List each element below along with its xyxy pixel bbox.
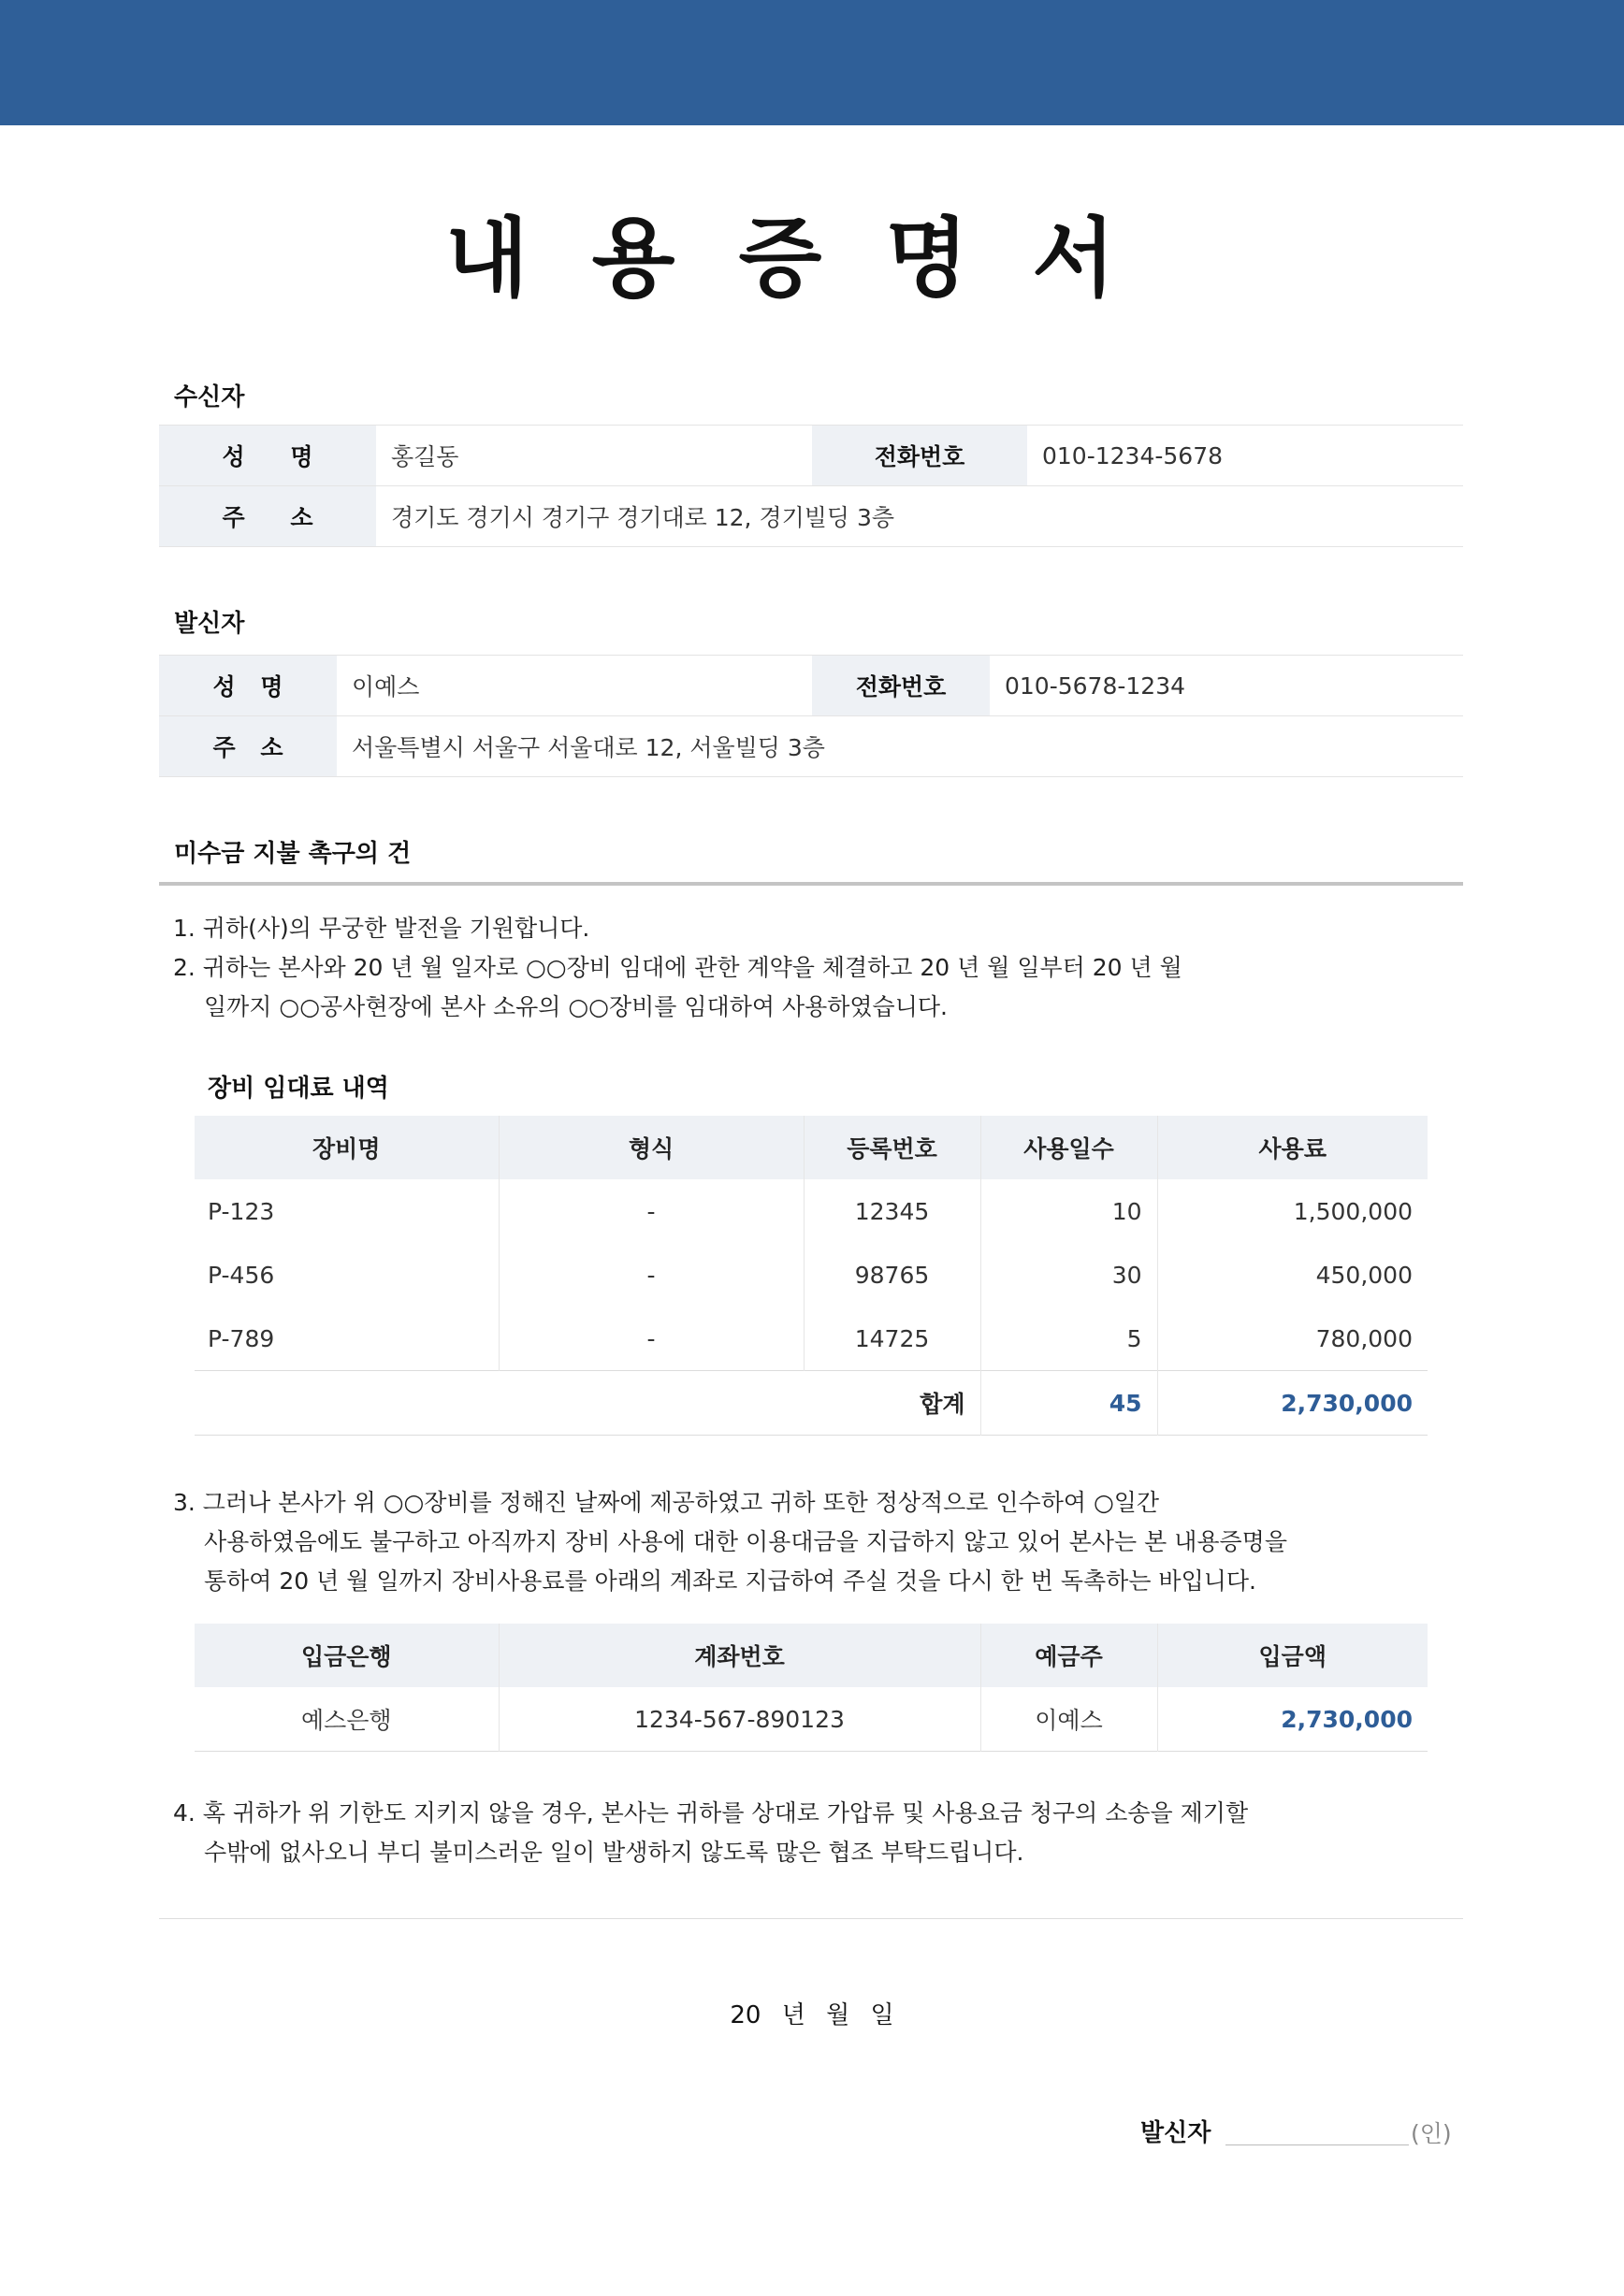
header-account-number: 계좌번호 [499,1624,980,1687]
sender-phone: 010-5678-1234 [990,656,1463,716]
paragraph-2-line-1: 2. 귀하는 본사와 20 년 월 일자로 ○○장비 임대에 관한 계약을 체결하고 20 년 월 일부터 20 년 월 [173,954,1182,981]
fee: 780,000 [1157,1307,1428,1371]
signature-line [1225,2144,1409,2145]
total-days: 45 [980,1371,1157,1436]
paragraph-2-line-2: 일까지 ○○공사현장에 본사 소유의 ○○장비를 임대하여 사용하였습니다. [204,993,948,1020]
subject-divider [159,882,1463,886]
equipment-name: P-789 [208,1324,275,1352]
recipient-phone: 010-1234-5678 [1027,426,1463,486]
recipient-section-label: 수신자 [174,383,245,412]
seal-mark: (인) [1411,2120,1452,2147]
footer-divider [159,1918,1463,1919]
sender-address-label: 주 소 [159,716,337,777]
table-row [195,1307,1428,1371]
fee: 450,000 [1157,1243,1428,1307]
total-row [195,1371,1428,1436]
document-title: 내용증명서 [444,209,1180,309]
bank-table-header [195,1624,1428,1687]
rental-table-header [195,1116,1428,1179]
equipment-model: - [499,1179,804,1243]
body-paragraphs-1-2 [173,909,1450,1027]
account-holder: 이예스 [980,1687,1157,1752]
recipient-name: 홍길동 [376,426,812,486]
registration-number: 98765 [804,1243,980,1307]
bank-table [195,1624,1428,1752]
rental-table-title: 장비 임대료 내역 [208,1075,389,1103]
equipment-name: P-123 [208,1197,275,1225]
header-bar [0,0,1624,125]
body-paragraph-4 [173,1794,1450,1872]
total-amount: 2,730,000 [1157,1371,1428,1436]
sender-name: 이예스 [337,656,812,716]
sender-info-table [159,655,1463,777]
registration-number: 14725 [804,1307,980,1371]
body-paragraph-3 [173,1483,1450,1601]
paragraph-4-line-1: 4. 혹 귀하가 위 기한도 지키지 않을 경우, 본사는 귀하를 상대로 가압류 및 사용요금 청구의 소송을 제기할 [173,1799,1249,1827]
header-deposit-amount: 입금액 [1157,1624,1428,1687]
header-bank: 입금은행 [195,1624,499,1687]
rental-table [195,1116,1428,1436]
recipient-info-table [159,425,1463,547]
deposit-amount: 2,730,000 [1157,1687,1428,1752]
sender-name-label: 성 명 [159,656,337,716]
document-date: 20 년 월 일 [730,2001,894,2029]
sender-address: 서울특별시 서울구 서울대로 12, 서울빌딩 3층 [337,716,1463,777]
total-label: 합계 [920,1391,965,1418]
fee: 1,500,000 [1157,1179,1428,1243]
paragraph-4-line-2: 수밖에 없사오니 부디 불미스러운 일이 발생하지 않도록 많은 협조 부탁드립니다. [204,1839,1024,1866]
signature-sender-label: 발신자 [1140,2119,1211,2147]
header-days-used: 사용일수 [980,1116,1157,1179]
days-used: 30 [980,1243,1157,1307]
header-registration-number: 등록번호 [804,1116,980,1179]
table-row [195,1179,1428,1243]
paragraph-1: 1. 귀하(사)의 무궁한 발전을 기원합니다. [173,915,590,942]
paragraph-3-line-2: 사용하였음에도 불구하고 아직까지 장비 사용에 대한 이용대금을 지급하지 않고 있어 본사는 본 내용증명을 [204,1528,1287,1555]
registration-number: 12345 [804,1179,980,1243]
days-used: 5 [980,1307,1157,1371]
paragraph-3-line-3: 통하여 20 년 월 일까지 장비사용료를 아래의 계좌로 지급하여 주실 것을 다시 한 번 독촉하는 바입니다. [204,1567,1256,1595]
header-fee: 사용료 [1157,1116,1428,1179]
days-used: 10 [980,1179,1157,1243]
recipient-address: 경기도 경기시 경기구 경기대로 12, 경기빌딩 3층 [376,486,1463,547]
header-account-holder: 예금주 [980,1624,1157,1687]
sender-section-label: 발신자 [174,610,245,638]
bank-name: 예스은행 [300,1707,392,1734]
header-equipment-name: 장비명 [195,1116,499,1179]
subject-heading: 미수금 지불 촉구의 건 [174,840,412,868]
sender-phone-label: 전화번호 [812,656,990,716]
equipment-name: P-456 [208,1261,275,1289]
account-number: 1234-567-890123 [499,1687,980,1752]
table-row [195,1687,1428,1752]
header-model: 형식 [499,1116,804,1179]
paragraph-3-line-1: 3. 그러나 본사가 위 ○○장비를 정해진 날짜에 제공하였고 귀하 또한 정상적으로 인수하여 ○일간 [173,1489,1160,1516]
equipment-model: - [499,1243,804,1307]
equipment-model: - [499,1307,804,1371]
recipient-name-label: 성 명 [159,426,376,486]
recipient-phone-label: 전화번호 [812,426,1027,486]
table-row [195,1243,1428,1307]
recipient-address-label: 주 소 [159,486,376,547]
